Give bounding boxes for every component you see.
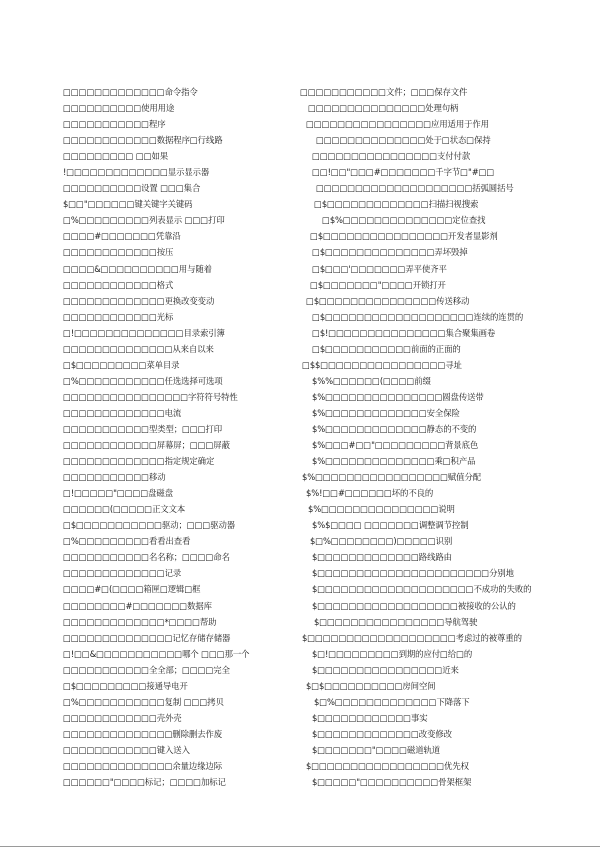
left-glossary-entry: □□□□□□□□□□□移动 bbox=[63, 472, 166, 483]
left-glossary-entry: □□□□□□□□□□□□□指定规定确定 bbox=[63, 456, 215, 467]
right-glossary-entry: $□$□□□□□□□□□□房间空间 bbox=[306, 680, 436, 691]
right-glossary-entry: □□□□□□□□□□□□□□□处理句柄 bbox=[308, 103, 459, 114]
left-glossary-entry: □□□□#□□□□□□□凭靠沿 bbox=[63, 231, 181, 242]
right-glossary-entry: $□□□□□□□□□□□□□□□□近来 bbox=[312, 664, 459, 675]
left-glossary-entry: □□□□□□□□□□□名名称；□□□□命名 bbox=[63, 552, 230, 563]
right-glossary-entry: $%□□□□□□□□□□□□□□□□□赋值分配 bbox=[302, 472, 482, 483]
left-glossary-entry: □□□□□□□□□□□□□更换改变变动 bbox=[63, 295, 215, 306]
left-glossary-entry: □□□□□□□□□□□□□□记忆存储存储器 bbox=[63, 632, 231, 643]
right-glossary-entry: □$□□□'□□□□□□□弄平使齐平 bbox=[312, 263, 447, 274]
left-glossary-entry: □□□□□□□□□□□□格式 bbox=[63, 279, 174, 290]
left-glossary-entry: □□□□□□□□□□使用用途 bbox=[63, 103, 175, 114]
right-glossary-entry: $%□□□□□□□□□□□□□□□圆盘传送带 bbox=[312, 391, 484, 402]
left-glossary-entry: $□□"□□□□□□键关键字关键码 bbox=[63, 199, 193, 210]
right-glossary-entry: $□□□□□□□□□□□□□□□□□□□考虑过的被尊重的 bbox=[302, 632, 522, 643]
right-glossary-entry: $%□□□□□□□□□□□□□□乘□积产品 bbox=[312, 456, 476, 467]
right-glossary-entry: $□□□□□□□□□□□□□□□□导航驾驶 bbox=[314, 616, 478, 627]
left-glossary-entry: □□□□□□□□□□□□按压 bbox=[63, 247, 174, 258]
right-glossary-entry: $%%□□□□□□(□□□□前缀 bbox=[312, 375, 431, 386]
left-glossary-entry: □□□□□□"□□□□标记；□□□□加标记 bbox=[63, 777, 226, 788]
right-glossary-entry: $□!□□□□□□□□□到期的应付□给□的 bbox=[312, 648, 473, 659]
left-glossary-entry: □%□□□□□□□□□□□任选选择可选项 bbox=[63, 375, 223, 386]
left-glossary-entry: □□□□□□□□□□□程序 bbox=[63, 119, 166, 130]
right-glossary-entry: □□□□□□□□□□□□□□□□应用适用于作用 bbox=[306, 119, 489, 130]
right-glossary-entry: □$□□□□□□□□□□□□□□□传送移动 bbox=[306, 295, 470, 306]
left-glossary-entry: □□□□□□□□□□设置 □□□集合 bbox=[63, 183, 201, 194]
left-glossary-entry: □□□□□□□□□□□□□命令指令 bbox=[63, 87, 198, 97]
left-glossary-entry: □$□□□□□□□□□接通导电开 bbox=[63, 680, 188, 691]
right-glossary-entry: $□%□□□□□□□□□□□□□下降落下 bbox=[314, 696, 470, 707]
right-glossary-entry: $□□□□□□□□□□□□□□□□□□□□不成功的失败的 bbox=[312, 584, 532, 595]
left-glossary-entry: □□□□□□□□□□□□屏幕屏；□□□屏蔽 bbox=[63, 440, 230, 451]
left-glossary-entry: □!□□&□□□□□□□□□□□哪个 □□□那一个 bbox=[63, 648, 250, 659]
left-glossary-entry: □□□□□□□□#□□□□□□□数据库 bbox=[63, 600, 212, 611]
right-glossary-entry: □$□□□□□□□□□□□前面的正面的 bbox=[312, 343, 461, 354]
left-glossary-entry: □□□□□□□□□□□□□□删除删去作废 bbox=[63, 728, 223, 739]
right-glossary-entry: □$□□□□□□□□□□□□□□弄坏毁掉 bbox=[312, 247, 468, 258]
right-glossary-entry: □$□□□□□□□□□□□□□扫描扫视搜索 bbox=[314, 199, 479, 210]
right-glossary-entry: □$□□□□□□□□□□□□□□□□□□□连续的连贯的 bbox=[312, 311, 524, 322]
right-glossary-entry: □$%□□□□□□□□□□□□□□定位查找 bbox=[322, 215, 486, 226]
left-glossary-entry: □$□□□□□□□□□菜单目录 bbox=[63, 359, 180, 370]
right-glossary-entry: □$□□□□□□□"□□□□开锁打开 bbox=[310, 279, 446, 290]
right-glossary-entry: $□□□□□□□□□□□□□路线路由 bbox=[312, 552, 452, 563]
left-glossary-entry: □$□□□□□□□□□□□驱动；□□□驱动器 bbox=[63, 520, 236, 531]
right-glossary-entry: $□□□□□□□□□□□□□□□□□□□□□□分别地 bbox=[312, 568, 514, 579]
right-glossary-entry: □□!□□"□□□#□□□□□□□千字节□"#□□ bbox=[312, 167, 495, 178]
left-glossary-entry: □□□□□□□□□ □□如果 bbox=[63, 151, 169, 162]
left-glossary-entry: □%□□□□□□□□□□□复制 □□□拷贝 bbox=[63, 696, 224, 707]
right-glossary-entry: $%□□□□□□□□□□□□□安全保险 bbox=[312, 407, 460, 418]
right-glossary-entry: $%□□□□□□□□□□□□□□□说明 bbox=[308, 504, 455, 515]
left-glossary-entry: □%□□□□□□□□□看看出查看 bbox=[63, 536, 191, 547]
right-glossary-entry: $□□□□□□□□□□□□□□□□□优先权 bbox=[306, 760, 469, 771]
right-glossary-entry: $□□□□□□□□□□□□□改变修改 bbox=[312, 728, 452, 739]
left-glossary-entry: □□□□□□□□□□□□□电流 bbox=[63, 407, 182, 418]
left-glossary-entry: □□□□□□□□□□□□光标 bbox=[63, 311, 174, 322]
right-glossary-entry: □$!□□□□□□□□□□□□□□□集合聚集画卷 bbox=[312, 327, 496, 338]
left-glossary-entry: □□□□□□□□□□□□□记录 bbox=[63, 568, 182, 579]
left-glossary-entry: □□□□□□□□□□□全全部；□□□□完全 bbox=[63, 664, 230, 675]
right-glossary-entry: $%!□□#□□□□□□坏的不良的 bbox=[306, 488, 434, 499]
right-glossary-entry: □□□□□□□□□□□文件；□□□保存文件 bbox=[300, 87, 468, 97]
left-glossary-entry: □□□□&□□□□□□□□□□用与随着 bbox=[63, 263, 212, 274]
right-glossary-entry: □$□□□□□□□□□□□□□□□□开发者显影剂 bbox=[310, 231, 498, 242]
right-glossary-entry: □□□□□□□□□□□□□□□□支付付款 bbox=[312, 151, 471, 162]
left-glossary-entry: □!□□□□□□□□□□□□□□目录索引簿 bbox=[63, 327, 225, 338]
right-glossary-column bbox=[300, 84, 590, 790]
left-glossary-entry: □□□□□□□□□□□□□□从来自以来 bbox=[63, 343, 214, 354]
left-glossary-entry: □□□□□□(□□□□□正文文本 bbox=[63, 504, 186, 515]
right-glossary-entry: □□□□□□□□□□□□□□□□□□□□括弧圆括号 bbox=[316, 183, 514, 194]
left-glossary-entry: □!□□□□□"□□□□盘磁盘 bbox=[63, 488, 173, 499]
right-glossary-entry: $□□□□□□□□□□□□□□□□□□被接收的公认的 bbox=[312, 600, 516, 611]
left-glossary-column bbox=[63, 84, 313, 790]
right-glossary-entry: $□□□□□□□□□□□□事实 bbox=[312, 712, 428, 723]
left-glossary-entry: !□□□□□□□□□□□□□显示显示器 bbox=[63, 167, 210, 178]
left-glossary-entry: □□□□□□□□□□□□□□□□字符符号特性 bbox=[63, 391, 238, 402]
right-glossary-entry: $%□□□#□□"□□□□□□□□□背景底色 bbox=[312, 440, 479, 451]
left-glossary-entry: □□□□□□□□□□□□□□余量边缘边际 bbox=[63, 760, 223, 771]
right-glossary-entry: □□□□□□□□□□□□□□处于□状态□保持 bbox=[316, 135, 491, 146]
right-glossary-entry: $%□□□□□□□□□□□□□静态的不变的 bbox=[312, 423, 477, 434]
left-glossary-entry: □%□□□□□□□□□列表显示 □□□打印 bbox=[63, 215, 225, 226]
left-glossary-entry: □□□□□□□□□□□□壳外壳 bbox=[63, 712, 182, 723]
left-glossary-entry: □□□□□□□□□□□□□*□□□□帮助 bbox=[63, 616, 217, 627]
right-glossary-entry: $□□□□□"□□□□□□□□□□骨架框架 bbox=[312, 777, 472, 788]
left-glossary-entry: □□□□□□□□□□□□键入送入 bbox=[63, 744, 190, 755]
left-glossary-entry: □□□□#□(□□□□箱匣□逻辑□框 bbox=[63, 584, 201, 595]
right-glossary-entry: $□%□□□□□□□□)□□□□□识别 bbox=[310, 536, 453, 547]
left-glossary-entry: □□□□□□□□□□□型类型；□□□打印 bbox=[63, 423, 223, 434]
left-glossary-entry: □□□□□□□□□□□□数据程序□行线路 bbox=[63, 135, 223, 146]
bottom-divider bbox=[0, 846, 600, 847]
right-glossary-entry: $□□□□□□□"□□□□磁道轨道 bbox=[312, 744, 441, 755]
right-glossary-entry: □$$□□□□□□□□□□□□□□□□寻址 bbox=[302, 359, 462, 370]
right-glossary-entry: $%$□□□□ □□□□□□□调整调节控制 bbox=[312, 520, 469, 531]
